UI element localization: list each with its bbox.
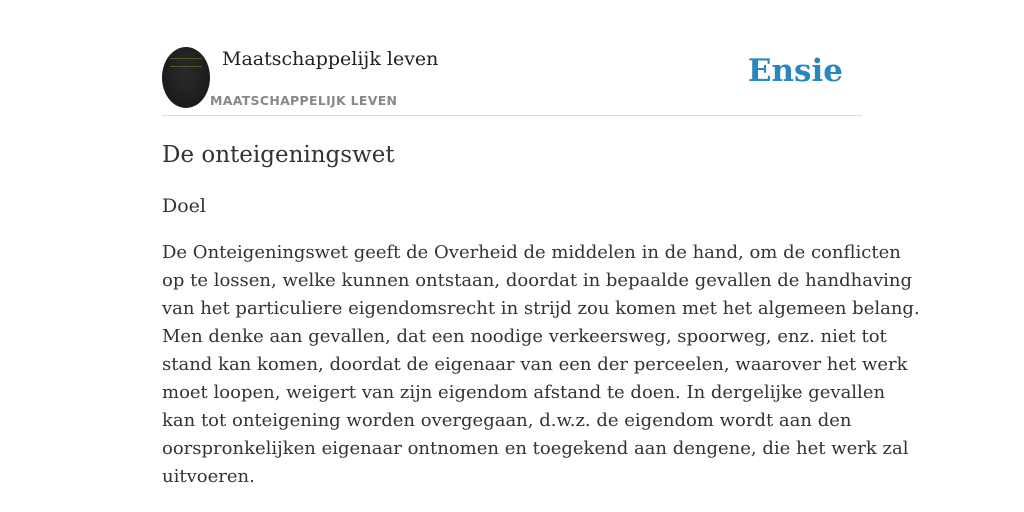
publication-category[interactable]: MAATSCHAPPELIJK LEVEN: [210, 93, 398, 108]
paragraph-line: moet loopen, weigert van zijn eigendom afstand te doen. In dergelijke gevallen: [162, 382, 886, 403]
publication-title[interactable]: Maatschappelijk leven: [222, 48, 439, 70]
section-heading: Doel: [162, 195, 206, 217]
publication-logo-icon[interactable]: [162, 47, 210, 108]
paragraph-line: stand kan komen, doordat de eigenaar van een der perceelen, waarover het werk: [162, 354, 908, 375]
paragraph-line: uitvoeren.: [162, 466, 255, 487]
paragraph-line: kan tot onteigening worden overgegaan, d.w.z. de eigendom wordt aan den: [162, 410, 852, 431]
logo-emblem: [170, 58, 202, 67]
paragraph-line: De Onteigeningswet geeft de Overheid de middelen in de hand, om de conflicten: [162, 242, 901, 263]
paragraph-line: op te lossen, welke kunnen ontstaan, doordat in bepaalde gevallen de handhaving: [162, 270, 912, 291]
paragraph-line: oorspronkelijken eigenaar ontnomen en toegekend aan dengene, die het werk zal: [162, 438, 909, 459]
site-header: [162, 47, 862, 116]
paragraph-line: van het particuliere eigendomsrecht in strijd zou komen met het algemeen belang.: [162, 298, 920, 319]
brand-logo-link[interactable]: Ensie: [747, 53, 843, 89]
article-title: De onteigeningswet: [162, 142, 395, 168]
paragraph-line: Men denke aan gevallen, dat een noodige verkeersweg, spoorweg, enz. niet tot: [162, 326, 887, 347]
article-paragraph: [162, 239, 920, 491]
